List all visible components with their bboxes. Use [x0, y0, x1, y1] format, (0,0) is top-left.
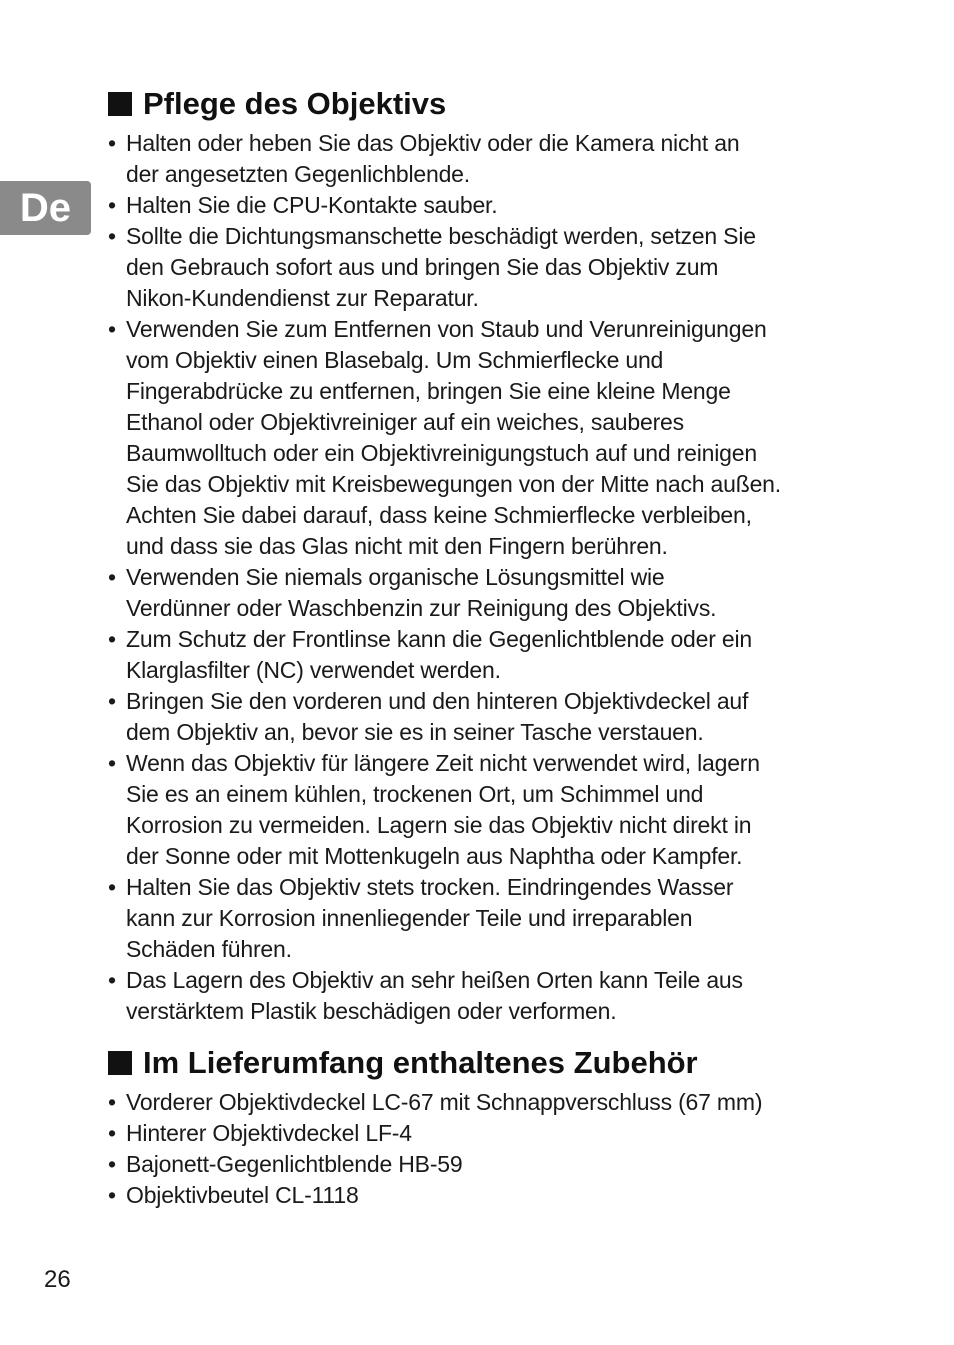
section-heading — [108, 84, 868, 124]
square-bullet-icon — [108, 1051, 132, 1075]
section-included-accessories — [108, 1043, 868, 1211]
list-item-line: Verwenden Sie zum Entfernen von Staub und Verunreinigungen — [126, 316, 767, 342]
list-item-line: Halten Sie die CPU-Kontakte sauber. — [126, 192, 498, 218]
list-item-line: Halten oder heben Sie das Objektiv oder die Kamera nicht an — [126, 130, 740, 156]
list-item-line: Korrosion zu vermeiden. Lagern sie das Objektiv nicht direkt in — [126, 812, 752, 838]
bullet-icon: • — [108, 688, 116, 714]
list-item-line: Verdünner oder Waschbenzin zur Reinigung des Objektivs. — [126, 595, 717, 621]
list-item — [108, 1087, 868, 1118]
bullet-icon: • — [108, 1089, 116, 1115]
bullet-icon: • — [108, 967, 116, 993]
list-item-line: Sie es an einem kühlen, trockenen Ort, um Schimmel und — [126, 781, 704, 807]
list-item-line: Klarglasfilter (NC) verwendet werden. — [126, 657, 501, 683]
bullet-list — [108, 128, 868, 1027]
list-item — [108, 748, 868, 872]
list-item-line: der angesetzten Gegenlichblende. — [126, 161, 470, 187]
list-item-line: verstärktem Plastik beschädigen oder verformen. — [126, 998, 617, 1024]
square-bullet-icon — [108, 92, 132, 116]
list-item — [108, 1149, 868, 1180]
bullet-icon: • — [108, 192, 116, 218]
language-tab: De — [0, 181, 91, 235]
list-item — [108, 965, 868, 1027]
list-item-line: Baumwolltuch oder ein Objektivreinigungstuch auf und reinigen — [126, 440, 757, 466]
list-item-line: vom Objektiv einen Blasebalg. Um Schmierflecke und — [126, 347, 664, 373]
list-item-line: Vorderer Objektivdeckel LC-67 mit Schnappverschluss (67 mm) — [126, 1089, 763, 1115]
bullet-icon: • — [108, 874, 116, 900]
bullet-icon: • — [108, 626, 116, 652]
list-item-line: Verwenden Sie niemals organische Lösungsmittel wie — [126, 564, 665, 590]
list-item-line: Nikon-Kundendienst zur Reparatur. — [126, 285, 479, 311]
bullet-list — [108, 1087, 868, 1211]
list-item-line: und dass sie das Glas nicht mit den Fingern berühren. — [126, 533, 668, 559]
heading-text: Im Lieferumfang enthaltenes Zubehör — [143, 1045, 698, 1080]
bullet-icon: • — [108, 223, 116, 249]
list-item-line: Achten Sie dabei darauf, dass keine Schmierflecke verbleiben, — [126, 502, 752, 528]
list-item — [108, 128, 868, 190]
list-item-line: kann zur Korrosion innenliegender Teile und irreparablen — [126, 905, 693, 931]
list-item-line: der Sonne oder mit Mottenkugeln aus Naphtha oder Kampfer. — [126, 843, 743, 869]
list-item-line: Fingerabdrücke zu entfernen, bringen Sie eine kleine Menge — [126, 378, 731, 404]
list-item-line: Halten Sie das Objektiv stets trocken. Eindringendes Wasser — [126, 874, 734, 900]
section-heading — [108, 1043, 868, 1083]
list-item-line: Hinterer Objektivdeckel LF-4 — [126, 1120, 412, 1146]
list-item-line: Bringen Sie den vorderen und den hinteren Objektivdeckel auf — [126, 688, 749, 714]
bullet-icon: • — [108, 316, 116, 342]
page-number: 26 — [44, 1266, 71, 1293]
heading-text: Pflege des Objektivs — [143, 86, 447, 121]
list-item — [108, 872, 868, 965]
list-item — [108, 624, 868, 686]
list-item — [108, 190, 868, 221]
list-item-line: dem Objektiv an, bevor sie es in seiner Tasche verstauen. — [126, 719, 704, 745]
bullet-icon: • — [108, 130, 116, 156]
list-item-line: Wenn das Objektiv für längere Zeit nicht verwendet wird, lagern — [126, 750, 760, 776]
list-item-line: Bajonett-Gegenlichtblende HB-59 — [126, 1151, 463, 1177]
list-item — [108, 1180, 868, 1211]
list-item-line: Das Lagern des Objektiv an sehr heißen Orten kann Teile aus — [126, 967, 743, 993]
section-lens-care — [108, 84, 868, 1027]
list-item — [108, 221, 868, 314]
bullet-icon: • — [108, 1120, 116, 1146]
list-item-line: Zum Schutz der Frontlinse kann die Gegenlichtblende oder ein — [126, 626, 752, 652]
bullet-icon: • — [108, 1182, 116, 1208]
list-item — [108, 562, 868, 624]
list-item-line: den Gebrauch sofort aus und bringen Sie das Objektiv zum — [126, 254, 719, 280]
bullet-icon: • — [108, 1151, 116, 1177]
list-item-line: Objektivbeutel CL-1118 — [126, 1182, 359, 1208]
list-item — [108, 686, 868, 748]
list-item-line: Schäden führen. — [126, 936, 292, 962]
list-item — [108, 1118, 868, 1149]
bullet-icon: • — [108, 750, 116, 776]
list-item-line: Ethanol oder Objektivreiniger auf ein weiches, sauberes — [126, 409, 684, 435]
list-item-line: Sollte die Dichtungsmanschette beschädigt werden, setzen Sie — [126, 223, 756, 249]
list-item-line: Sie das Objektiv mit Kreisbewegungen von der Mitte nach außen. — [126, 471, 781, 497]
list-item — [108, 314, 868, 562]
bullet-icon: • — [108, 564, 116, 590]
